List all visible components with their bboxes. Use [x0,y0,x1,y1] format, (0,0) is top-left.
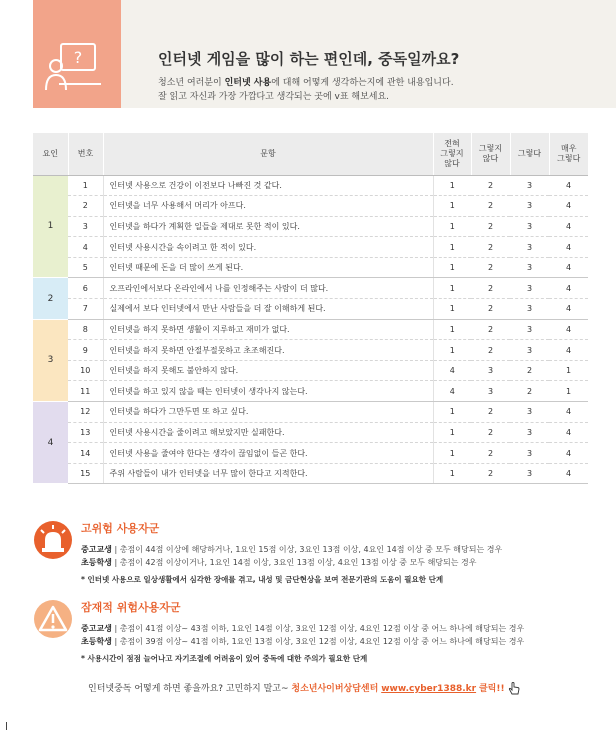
score-option-2[interactable]: 2 [471,216,510,237]
row-statement: 인터넷을 하지 못해도 불안하지 않다. [103,360,433,381]
high-risk-middle-text: | 총점이 44점 이상에 해당하거나, 1요인 15점 이상, 3요인 13점 이상, 4요인 14점 이상 중 모두 해당되는 경우 [111,545,503,554]
score-option-3[interactable]: 2 [510,360,549,381]
row-number: 1 [68,175,103,196]
survey-table [33,133,588,484]
factor-cell: 4 [33,402,68,484]
header-option-4 [549,133,588,175]
header-option-4-l2: 그렇다 [557,153,581,163]
table-row [33,257,588,278]
score-option-3[interactable]: 3 [510,422,549,443]
score-option-2[interactable]: 2 [471,257,510,278]
score-option-2[interactable]: 2 [471,463,510,484]
header-option-1-l1: 전혀 [444,138,460,148]
row-number: 15 [68,463,103,484]
header-option-1-l3: 않다 [444,158,460,168]
counseling-center-link[interactable]: 청소년사이버상담센터 [291,684,379,694]
score-option-1[interactable]: 4 [433,360,471,381]
table-row [33,237,588,258]
header-option-1 [433,133,471,175]
potential-risk-section [33,599,593,669]
score-option-1[interactable]: 1 [433,443,471,464]
score-option-3[interactable]: 3 [510,402,549,423]
elementary-label: 초등학생 [81,637,112,646]
score-option-1[interactable]: 1 [433,175,471,196]
score-option-3[interactable]: 3 [510,278,549,299]
row-statement: 인터넷을 하지 못하면 생활이 지루하고 재미가 없다. [103,319,433,340]
row-statement: 오프라인에서보다 온라인에서 나를 인정해주는 사람이 더 많다. [103,278,433,299]
row-statement: 인터넷 사용시간을 줄이려고 해보았지만 실패한다. [103,422,433,443]
table-row [33,360,588,381]
score-option-1[interactable]: 1 [433,237,471,258]
score-option-1[interactable]: 1 [433,196,471,217]
score-option-2[interactable]: 2 [471,402,510,423]
potential-risk-note: * 사용시간이 점점 늘어나고 자기조절에 어려움이 있어 중독에 대한 주의가 필요한 단계 [81,654,368,663]
score-option-2[interactable]: 2 [471,196,510,217]
potential-risk-middle-line [81,623,524,634]
score-option-2[interactable]: 2 [471,443,510,464]
score-option-4[interactable]: 4 [549,196,588,217]
desc-text: 청소년 여러분이 [158,78,225,88]
header-option-4-l1: 매우 [561,143,577,153]
click-text: 클릭!! [478,684,505,694]
desc-bold: 인터넷 사용 [224,78,272,88]
computer-user-question-icon [45,42,109,94]
header-option-2-l2: 않다 [482,153,499,163]
header-option-2-l1: 그렇지 [478,143,503,153]
score-option-4[interactable]: 1 [549,381,588,402]
score-option-4[interactable]: 4 [549,257,588,278]
score-option-4[interactable]: 4 [549,299,588,320]
table-row [33,381,588,402]
row-statement: 인터넷 사용으로 건강이 이전보다 나빠진 것 같다. [103,175,433,196]
header-option-1-l2: 그렇지 [440,148,464,158]
page-title: 인터넷 게임을 많이 하는 편인데, 중독일까요? [158,50,460,68]
score-option-1[interactable]: 1 [433,422,471,443]
warning-triangle-icon [33,599,73,639]
page-edge-mark [6,722,7,730]
factor-cell: 3 [33,319,68,401]
desc-text-end: 에 대해 어떻게 생각하는지에 관한 내용입니다. [271,78,454,88]
score-option-4[interactable]: 4 [549,237,588,258]
score-option-4[interactable]: 4 [549,319,588,340]
row-statement: 주위 사람들이 내가 인터넷을 너무 많이 한다고 지적한다. [103,463,433,484]
table-row [33,278,588,299]
table-row [33,175,588,196]
row-number: 14 [68,443,103,464]
score-option-2[interactable]: 3 [471,360,510,381]
row-number: 11 [68,381,103,402]
row-number: 13 [68,422,103,443]
svg-text:?: ? [73,48,83,67]
score-option-1[interactable]: 4 [433,381,471,402]
score-option-1[interactable]: 1 [433,463,471,484]
row-number: 4 [68,237,103,258]
potential-risk-elem-text: | 총점이 39점 이상~ 41점 이하, 1요인 13점 이상, 3요인 12점 이상, 4요인 12점 이상 중 어느 하나에 해당되는 경우 [111,637,525,646]
score-option-4[interactable]: 4 [549,278,588,299]
desc-line-2: 잘 읽고 자신과 가장 가깝다고 생각되는 곳에 v표 해보세요. [158,92,390,102]
score-option-2[interactable]: 2 [471,299,510,320]
score-option-3[interactable]: 3 [510,196,549,217]
score-option-3[interactable]: 3 [510,237,549,258]
score-option-4[interactable]: 4 [549,340,588,361]
pointing-hand-icon [507,682,521,696]
row-statement: 인터넷을 하지 못하면 안절부절못하고 초조해진다. [103,340,433,361]
score-option-1[interactable]: 1 [433,340,471,361]
row-statement: 인터넷 때문에 돈을 더 많이 쓰게 된다. [103,257,433,278]
score-option-4[interactable]: 4 [549,422,588,443]
score-option-2[interactable]: 2 [471,175,510,196]
header-statement: 문항 [103,133,433,175]
row-number: 6 [68,278,103,299]
footer-line [88,681,521,696]
score-option-4[interactable]: 4 [549,463,588,484]
row-number: 3 [68,216,103,237]
high-risk-elem-text: | 총점이 42점 이상이거나, 1요인 14점 이상, 3요인 13점 이상, 4요인 13점 이상 중 모두 해당되는 경우 [111,558,477,567]
factor-cell: 2 [33,278,68,319]
score-option-1[interactable]: 1 [433,402,471,423]
row-number: 9 [68,340,103,361]
header-factor: 요인 [33,133,68,175]
row-statement: 인터넷을 너무 사용해서 머리가 아프다. [103,196,433,217]
page-description [158,76,454,104]
score-option-4[interactable]: 4 [549,216,588,237]
score-option-2[interactable]: 2 [471,422,510,443]
row-number: 5 [68,257,103,278]
row-statement: 인터넷을 하고 있지 않을 때는 인터넷이 생각나지 않는다. [103,381,433,402]
footer-text: 인터넷중독 어떻게 하면 좋을까요? 고민하지 말고~ [88,684,292,694]
table-row [33,196,588,217]
score-option-4[interactable]: 4 [549,443,588,464]
elementary-label: 초등학생 [81,558,112,567]
high-risk-note: * 인터넷 사용으로 일상생활에서 심각한 장애를 겪고, 내성 및 금단현상을 보여 전문기관의 도움이 필요한 단계 [81,575,444,584]
potential-risk-elem-line [81,636,524,647]
table-row [33,422,588,443]
score-option-4[interactable]: 4 [549,402,588,423]
high-risk-elem-line [81,557,477,568]
score-option-1[interactable]: 1 [433,257,471,278]
row-number: 12 [68,402,103,423]
table-row [33,340,588,361]
factor-cell: 1 [33,175,68,278]
table-row [33,463,588,484]
high-risk-middle-line [81,544,502,555]
score-option-4[interactable]: 1 [549,360,588,381]
table-row [33,299,588,320]
siren-icon [33,520,73,560]
header-option-3: 그렇다 [510,133,549,175]
row-statement: 인터넷을 하다가 계획한 일들을 제대로 못한 적이 있다. [103,216,433,237]
score-option-1[interactable]: 1 [433,319,471,340]
score-option-2[interactable]: 2 [471,237,510,258]
row-statement: 인터넷 사용을 줄여야 한다는 생각이 끊임없이 들곤 한다. [103,443,433,464]
table-row [33,443,588,464]
row-number: 8 [68,319,103,340]
score-option-3[interactable]: 3 [510,319,549,340]
score-option-3[interactable]: 3 [510,257,549,278]
score-option-4[interactable]: 4 [549,175,588,196]
row-statement: 실제에서 보다 인터넷에서 만난 사람들을 더 잘 이해하게 된다. [103,299,433,320]
score-option-3[interactable]: 3 [510,299,549,320]
header-option-2 [471,133,510,175]
row-number: 2 [68,196,103,217]
score-option-2[interactable]: 2 [471,278,510,299]
row-number: 10 [68,360,103,381]
row-statement: 인터넷을 하다가 그만두면 또 하고 싶다. [103,402,433,423]
row-number: 7 [68,299,103,320]
header-icon-box [33,0,121,108]
score-option-3[interactable]: 2 [510,381,549,402]
score-option-3[interactable]: 3 [510,443,549,464]
middle-school-label: 중고교생 [81,624,112,633]
website-link[interactable]: www.cyber1388.kr [381,684,477,694]
high-risk-section [33,520,593,590]
header-number: 번호 [68,133,103,175]
table-header-row [33,133,588,175]
score-option-1[interactable]: 1 [433,299,471,320]
score-option-2[interactable]: 3 [471,381,510,402]
score-option-2[interactable]: 2 [471,319,510,340]
score-option-2[interactable]: 2 [471,340,510,361]
score-option-3[interactable]: 3 [510,463,549,484]
score-option-3[interactable]: 3 [510,175,549,196]
potential-risk-middle-text: | 총점이 41점 이상~ 43점 이하, 1요인 14점 이상, 3요인 12점 이상, 4요인 12점 이상 중 어느 하나에 해당되는 경우 [111,624,525,633]
potential-risk-title: 잠재적 위험사용자군 [81,601,181,614]
table-row [33,319,588,340]
high-risk-title: 고위험 사용자군 [81,522,160,535]
table-row [33,402,588,423]
middle-school-label: 중고교생 [81,545,112,554]
score-option-3[interactable]: 3 [510,216,549,237]
table-row [33,216,588,237]
score-option-3[interactable]: 3 [510,340,549,361]
row-statement: 인터넷 사용시간을 속이려고 한 적이 있다. [103,237,433,258]
score-option-1[interactable]: 1 [433,216,471,237]
score-option-1[interactable]: 1 [433,278,471,299]
